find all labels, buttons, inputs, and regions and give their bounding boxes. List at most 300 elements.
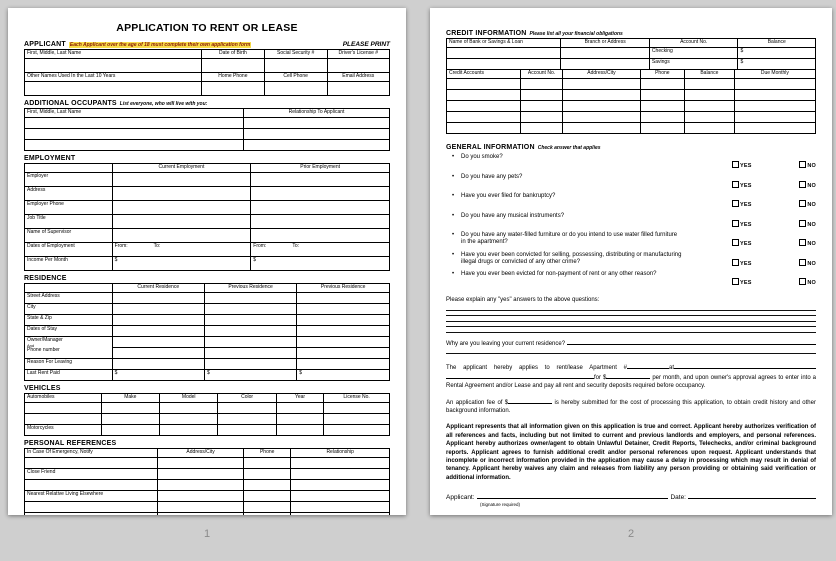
input-cell[interactable] [101, 414, 159, 425]
signature-row [446, 491, 816, 501]
row-label: Employer [25, 173, 113, 187]
occupants-table [24, 108, 390, 151]
yes-label: YES [740, 280, 752, 286]
input-cell[interactable] [204, 293, 296, 304]
column-header: Name of Bank or Savings & Loan [447, 39, 561, 48]
residence-heading: RESIDENCE [24, 275, 67, 282]
fee-text-1: An application fee of $ [446, 400, 509, 407]
input-cell[interactable] [112, 293, 204, 304]
question-row [446, 232, 816, 250]
input-cell[interactable] [243, 513, 290, 516]
input-cell[interactable] [243, 458, 290, 469]
dollar-sign: $ [114, 370, 118, 376]
question-text: Have you ever been convicted for selling, possessing, distributing or manufacturing illegal drugs or convicted of any other crime? [461, 251, 682, 265]
bullet-icon: • [452, 193, 455, 199]
dollar-sign: $ [299, 370, 303, 376]
page-title: APPLICATION TO RENT OR LEASE [116, 22, 298, 34]
column-header: Address/City [158, 449, 244, 458]
question-text: Do you have any pets? [461, 173, 523, 180]
input-cell[interactable] [112, 229, 251, 243]
checkbox-yes[interactable] [732, 200, 739, 207]
row-label: Dates of Employment [25, 243, 113, 257]
fee-paragraph [446, 397, 816, 415]
input-cell[interactable] [291, 480, 390, 491]
field-label: Social Security # [264, 50, 327, 59]
input-cell[interactable] [640, 101, 684, 112]
yes-label: YES [740, 221, 752, 228]
input-cell[interactable] [25, 140, 244, 151]
column-header: Make [101, 394, 159, 403]
row-label: State & Zip [25, 315, 113, 326]
explain-label: Please explain any "yes" answers to the above questions: [446, 297, 600, 303]
checkbox-yes[interactable] [732, 181, 739, 188]
column-header: Relationship [291, 449, 390, 458]
question-row [446, 252, 816, 270]
checkbox-no[interactable] [799, 161, 806, 168]
question-text: Do you have any musical instruments? [461, 212, 565, 219]
input-cell[interactable] [112, 315, 204, 326]
yes-label: YES [740, 241, 752, 247]
blank-line[interactable] [446, 349, 816, 355]
section-employment [24, 155, 390, 271]
field-label: Date of Birth [202, 50, 265, 59]
vehicles-heading: VEHICLES [24, 385, 61, 392]
phone-number-label: Phone number [27, 346, 60, 353]
yes-label: YES [740, 182, 752, 189]
input-cell[interactable] [561, 59, 650, 70]
input-cell[interactable] [297, 293, 390, 304]
input-cell[interactable] [25, 59, 202, 73]
no-label: NO [807, 202, 816, 208]
column-header: Prior Employment [251, 164, 390, 173]
field-label: Driver's License # [327, 50, 389, 59]
input-cell[interactable] [297, 359, 390, 370]
row-label: Address [25, 187, 113, 201]
input-cell[interactable] [738, 48, 816, 59]
bullet-icon: • [452, 212, 455, 219]
input-cell[interactable] [291, 469, 390, 480]
column-header: Phone [243, 449, 290, 458]
dollar-sign: $ [740, 59, 744, 65]
input-cell[interactable] [684, 123, 734, 134]
leaving-label: Why are you leaving your current residence? [446, 340, 566, 347]
applicant-heading: APPLICANT [24, 41, 66, 48]
input-cell[interactable] [244, 129, 390, 140]
no-label: NO [807, 260, 816, 267]
row-label: Motorcycles [25, 425, 102, 436]
row-label: Nearest Relative Living Elsewhere [25, 491, 158, 502]
input-cell[interactable] [324, 425, 390, 436]
input-cell[interactable] [204, 370, 296, 381]
input-cell[interactable] [276, 403, 323, 414]
input-cell[interactable] [327, 82, 389, 96]
and-label: And [27, 342, 35, 348]
input-cell[interactable] [291, 502, 390, 513]
input-cell[interactable] [112, 304, 204, 315]
column-header: Due Monthly [734, 70, 815, 79]
signature-blank[interactable] [477, 491, 669, 499]
to-label: To: [153, 243, 161, 249]
input-cell[interactable] [112, 173, 251, 187]
blank-line[interactable] [446, 327, 816, 333]
input-cell[interactable] [324, 403, 390, 414]
input-cell[interactable] [251, 215, 390, 229]
input-cell[interactable] [243, 491, 290, 502]
column-header: Account No. [649, 39, 738, 48]
input-cell[interactable] [276, 425, 323, 436]
input-cell[interactable] [251, 173, 390, 187]
column-header: Previous Residence [204, 284, 296, 293]
input-cell[interactable] [640, 123, 684, 134]
column-header: Credit Accounts [447, 70, 521, 79]
input-cell[interactable] [738, 59, 816, 70]
apply-for-label: for $ [594, 375, 607, 382]
input-cell[interactable] [204, 326, 296, 337]
empty-cell [25, 164, 113, 173]
owner-manager-label: Owner/Manager [27, 337, 63, 343]
input-cell[interactable] [158, 480, 244, 491]
input-cell[interactable] [734, 112, 815, 123]
rent-amount-blank[interactable] [606, 372, 650, 379]
yes-label: YES [740, 260, 752, 267]
input-cell[interactable] [160, 403, 218, 414]
section-explain [446, 297, 816, 354]
no-label: NO [807, 280, 816, 286]
column-header: Balance [684, 70, 734, 79]
column-header: Phone [640, 70, 684, 79]
question-row [446, 193, 816, 211]
input-cell[interactable] [447, 90, 521, 101]
page-number-1: 1 [203, 528, 211, 540]
field-label: Other Names Used In the Last 10 Years [25, 73, 202, 82]
section-applicant [24, 41, 390, 96]
input-cell[interactable] [297, 337, 390, 348]
fee-text-2: is hereby submitted for the cost of processing this application, to obtain credit history and other background information. [446, 400, 816, 415]
checkbox-yes[interactable] [732, 278, 739, 285]
input-cell[interactable] [160, 414, 218, 425]
no-label: NO [807, 221, 816, 228]
applicant-note: Each Applicant over the age of 18 must complete their own application form [69, 42, 251, 48]
input-cell[interactable] [218, 414, 276, 425]
dollar-sign: $ [740, 48, 744, 54]
input-cell[interactable] [447, 123, 521, 134]
checkbox-yes[interactable] [732, 220, 739, 227]
input-cell[interactable] [243, 469, 290, 480]
question-text: Do you have any water-filled furniture or do you intend to use water filled furniture in the apartment? [461, 232, 678, 246]
input-cell[interactable] [640, 79, 684, 90]
general-heading: GENERAL INFORMATION [446, 144, 535, 151]
field-label: Email Address [327, 73, 389, 82]
field-label: First, Middle, Last Name [25, 50, 202, 59]
address-blank[interactable] [674, 362, 816, 369]
row-label: Street Address [25, 293, 113, 304]
input-cell[interactable] [160, 425, 218, 436]
input-cell[interactable] [520, 123, 562, 134]
input-cell[interactable] [204, 337, 296, 348]
input-cell[interactable] [447, 112, 521, 123]
input-cell[interactable] [447, 79, 521, 90]
input-cell[interactable] [684, 90, 734, 101]
input-cell[interactable] [264, 59, 327, 73]
dollar-sign: $ [206, 370, 210, 376]
input-cell[interactable] [112, 215, 251, 229]
input-cell[interactable] [297, 304, 390, 315]
input-cell[interactable] [25, 513, 158, 516]
input-cell[interactable] [243, 502, 290, 513]
checkbox-no[interactable] [799, 200, 806, 207]
input-cell[interactable] [25, 403, 102, 414]
input-cell[interactable] [25, 129, 244, 140]
input-cell[interactable] [101, 425, 159, 436]
row-label: Dates of Stay [25, 326, 113, 337]
input-cell[interactable] [520, 101, 562, 112]
column-header: Color [218, 394, 276, 403]
checkbox-no[interactable] [799, 239, 806, 246]
input-cell[interactable] [640, 90, 684, 101]
input-cell[interactable] [218, 425, 276, 436]
input-cell[interactable] [297, 315, 390, 326]
checkbox-yes[interactable] [732, 259, 739, 266]
input-cell[interactable] [734, 79, 815, 90]
column-header: Current Employment [112, 164, 251, 173]
question-text: Have you ever filed for bankruptcy? [461, 193, 556, 199]
input-cell[interactable] [291, 458, 390, 469]
input-cell[interactable] [202, 82, 265, 96]
checking-label-cell: Checking [649, 48, 738, 59]
input-cell[interactable] [684, 79, 734, 90]
input-cell[interactable] [243, 480, 290, 491]
column-header: Balance [738, 39, 816, 48]
input-cell[interactable] [218, 403, 276, 414]
input-cell[interactable] [276, 414, 323, 425]
input-cell[interactable] [251, 243, 390, 257]
input-cell[interactable] [561, 48, 650, 59]
input-cell[interactable] [563, 112, 640, 123]
please-print-label: PLEASE PRINT [342, 41, 390, 48]
input-cell[interactable] [25, 502, 158, 513]
input-cell[interactable] [112, 348, 204, 359]
checkbox-yes[interactable] [732, 239, 739, 246]
input-cell[interactable] [251, 229, 390, 243]
checkbox-yes[interactable] [732, 161, 739, 168]
yes-label: YES [740, 163, 752, 169]
input-cell[interactable] [25, 118, 244, 129]
input-cell[interactable] [297, 348, 390, 359]
bullet-icon: • [452, 271, 455, 277]
input-cell[interactable] [112, 257, 251, 271]
employment-heading: EMPLOYMENT [24, 155, 76, 162]
references-table [24, 448, 390, 515]
residence-table [24, 283, 390, 381]
input-cell[interactable] [112, 201, 251, 215]
column-header: Year [276, 394, 323, 403]
signature-note: (Signature required) [480, 502, 521, 508]
occupants-note: List everyone, who will live with you: [119, 101, 208, 107]
field-label: First, Middle, Last Name [25, 109, 244, 118]
bullet-icon: • [452, 173, 455, 180]
row-label: Close Friend [25, 469, 158, 480]
input-cell[interactable] [640, 112, 684, 123]
employment-table [24, 163, 390, 271]
row-label: Job Title [25, 215, 113, 229]
input-cell[interactable] [204, 359, 296, 370]
page-1 [8, 8, 406, 515]
row-label: Reason For Leaving [25, 359, 113, 370]
column-header: Current Residence [112, 284, 204, 293]
input-cell[interactable] [112, 337, 204, 348]
input-cell[interactable] [684, 101, 734, 112]
input-cell[interactable] [563, 79, 640, 90]
input-cell[interactable] [158, 469, 244, 480]
input-cell[interactable] [204, 315, 296, 326]
apply-at-label: at [668, 365, 674, 371]
yes-label: YES [740, 202, 752, 208]
input-cell[interactable] [204, 348, 296, 359]
input-cell[interactable] [25, 480, 158, 491]
bullet-icon: • [452, 232, 455, 238]
from-label: From: [253, 243, 267, 249]
input-cell[interactable] [158, 491, 244, 502]
applicant-table [24, 49, 390, 96]
input-cell[interactable] [297, 370, 390, 381]
column-header: Branch or Address [561, 39, 650, 48]
input-cell[interactable] [264, 82, 327, 96]
checkbox-no[interactable] [799, 181, 806, 188]
input-cell[interactable] [112, 187, 251, 201]
bullet-icon: • [452, 251, 455, 258]
credit-accounts-table [446, 69, 816, 134]
vehicles-table [24, 393, 390, 436]
apply-paragraph [446, 362, 816, 390]
input-cell[interactable] [112, 326, 204, 337]
column-header: Model [160, 394, 218, 403]
input-cell[interactable] [520, 112, 562, 123]
savings-label-cell: Savings [649, 59, 738, 70]
input-cell[interactable] [734, 101, 815, 112]
input-cell[interactable] [291, 513, 390, 516]
question-row [446, 174, 816, 192]
date-blank[interactable] [688, 491, 816, 499]
input-cell[interactable] [684, 112, 734, 123]
input-cell[interactable] [101, 403, 159, 414]
input-cell[interactable] [520, 90, 562, 101]
input-cell[interactable] [297, 326, 390, 337]
no-label: NO [807, 182, 816, 189]
input-cell[interactable] [158, 513, 244, 516]
column-header: Automobiles [25, 394, 102, 403]
input-cell[interactable] [520, 79, 562, 90]
blank-line[interactable] [567, 338, 816, 345]
input-cell[interactable] [563, 101, 640, 112]
field-label: Home Phone [202, 73, 265, 82]
row-label: Last Rent Paid [25, 370, 113, 381]
column-header: License No. [324, 394, 390, 403]
address-blank-2[interactable] [446, 372, 594, 379]
input-cell[interactable] [251, 201, 390, 215]
column-header: In Case Of Emergency, Notify [25, 449, 158, 458]
apply-text-2: per month, and upon owner's approval agrees to enter into a Rental Agreement and/or Lease and pay all rent and security deposits required before occupancy. [446, 375, 816, 390]
input-cell[interactable] [324, 414, 390, 425]
fee-amount-blank[interactable] [508, 397, 552, 404]
date-label: Date: [670, 494, 686, 502]
checkbox-no[interactable] [799, 259, 806, 266]
input-cell[interactable] [25, 414, 102, 425]
row-label: Income Per Month [25, 257, 113, 271]
dollar-sign: $ [114, 257, 118, 263]
empty-cell [25, 284, 113, 293]
row-label: City [25, 304, 113, 315]
to-label: To: [292, 243, 300, 249]
column-header: Previous Residence [297, 284, 390, 293]
row-label: Name of Supervisor [25, 229, 113, 243]
section-occupants [24, 100, 390, 151]
input-cell[interactable] [158, 502, 244, 513]
input-cell[interactable] [158, 458, 244, 469]
input-cell[interactable] [204, 304, 296, 315]
credit-heading: CREDIT INFORMATION [446, 30, 527, 37]
field-label: Cell Phone [264, 73, 327, 82]
from-label: From: [114, 243, 128, 249]
legal-paragraph: Applicant represents that all information given on this application is true and correct. Applicant hereby authorizes verification of all references and facts, including but not limited to current and previous landlords and employers, and personal references. Applicant hereby authorizes owner/agent to obtain Unlawful Detainer, Credit Reports, Telechecks, and/or criminal background reports. Applicant agrees to furnish additional credit and/or personal references upon request. Applicant understands that incomplete or incorrect information provided in the application may cause a delay in processing which may result in denial of tenancy. Applicant hereby waives any claim and releases from liability any person providing or obtaining said verification or additional information. [446, 424, 816, 481]
input-cell[interactable] [734, 90, 815, 101]
input-cell[interactable] [251, 187, 390, 201]
input-cell[interactable] [447, 101, 521, 112]
bullet-icon: • [452, 154, 455, 160]
question-row [446, 271, 816, 289]
input-cell[interactable] [291, 491, 390, 502]
dollar-sign: $ [253, 257, 257, 263]
input-cell[interactable] [244, 140, 390, 151]
checkbox-no[interactable] [799, 278, 806, 285]
input-cell[interactable] [447, 48, 561, 59]
input-cell[interactable] [25, 82, 202, 96]
general-note: Check answer that applies [537, 145, 601, 151]
question-text: Have you ever been evicted for non-payment of rent or any other reason? [461, 271, 657, 277]
apply-text-1: The applicant hereby applies to rent/lease Apartment # [446, 365, 627, 371]
input-cell[interactable] [251, 257, 390, 271]
section-vehicles [24, 385, 390, 436]
input-cell[interactable] [112, 359, 204, 370]
input-cell[interactable] [447, 59, 561, 70]
section-residence [24, 275, 390, 381]
input-cell[interactable] [327, 59, 389, 73]
checkbox-no[interactable] [799, 220, 806, 227]
credit-note: Please list all your financial obligations [529, 31, 623, 37]
row-label: Employer Phone [25, 201, 113, 215]
no-label: NO [807, 241, 816, 247]
input-cell[interactable] [112, 370, 204, 381]
page-2 [430, 8, 832, 515]
question-row [446, 213, 816, 231]
field-label: Relationship To Applicant [244, 109, 390, 118]
input-cell[interactable] [734, 123, 815, 134]
column-header: Account No. [520, 70, 562, 79]
row-label [25, 337, 113, 359]
column-header: Address/City [563, 70, 640, 79]
input-cell[interactable] [25, 458, 158, 469]
input-cell[interactable] [563, 90, 640, 101]
input-cell[interactable] [112, 243, 251, 257]
apartment-number-blank[interactable] [627, 362, 669, 369]
question-row [446, 154, 816, 172]
input-cell[interactable] [244, 118, 390, 129]
occupants-heading: ADDITIONAL OCCUPANTS [24, 100, 117, 107]
input-cell[interactable] [202, 59, 265, 73]
question-text: Do you smoke? [461, 154, 503, 160]
input-cell[interactable] [563, 123, 640, 134]
bank-table [446, 38, 816, 70]
section-credit [446, 30, 816, 134]
